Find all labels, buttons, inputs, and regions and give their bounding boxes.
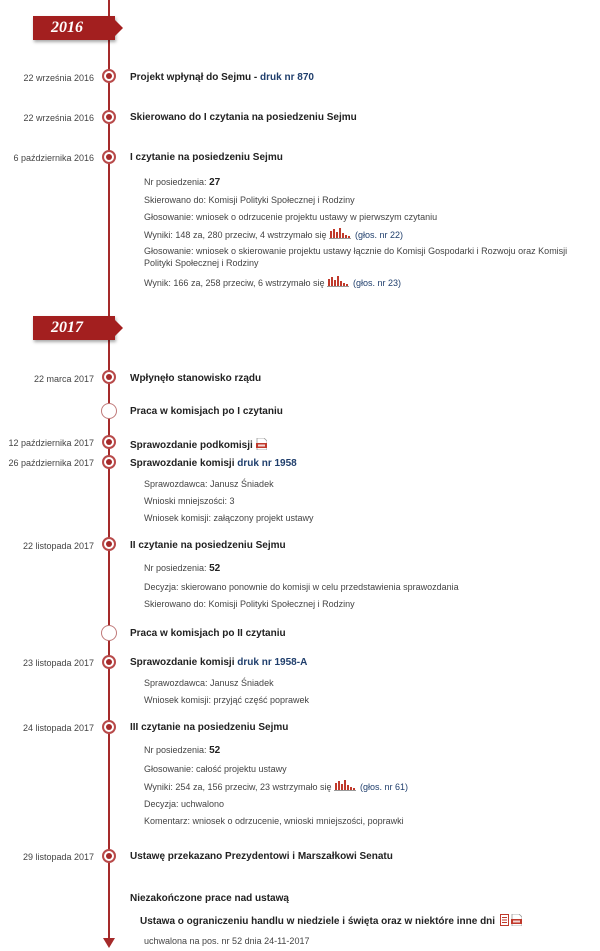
detail-nr-posiedzenia: Nr posiedzenia: 27 — [144, 177, 221, 188]
timeline-marker — [102, 370, 116, 384]
timeline-marker — [102, 435, 116, 449]
timeline-marker — [102, 455, 116, 469]
detail-glosowanie: Głosowanie: całość projektu ustawy — [144, 764, 287, 774]
event-date: 22 listopada 2017 — [22, 541, 94, 551]
timeline-end-arrow — [103, 938, 115, 948]
timeline-marker — [102, 720, 116, 734]
event-date: 22 marca 2017 — [33, 374, 94, 384]
detail-sprawozdawca: Sprawozdawca: Janusz Śniadek — [144, 678, 274, 688]
detail-glosowanie-1: Głosowanie: wniosek o odrzucenie projektu ustawy w pierwszym czytaniu — [144, 212, 438, 222]
bar-chart-icon[interactable] — [334, 780, 356, 792]
event-title-sprawozdanie-komisji: Sprawozdanie komisji druk nr 1958 — [130, 458, 297, 469]
event-date: 12 października 2017 — [8, 438, 94, 448]
event-title-sprawozdanie-podkomisji: Sprawozdanie podkomisji — [130, 438, 267, 451]
year-banner-2017: 2017 — [33, 316, 115, 340]
detail-decyzja: Decyzja: uchwalono — [144, 799, 225, 809]
detail-skierowano: Skierowano do: Komisji Polityki Społecznej i Rodziny — [144, 599, 355, 609]
detail-wnioski-mniejszosci: Wnioski mniejszości: 3 — [144, 496, 235, 506]
pdf-icon[interactable] — [256, 438, 267, 450]
druk-1958-a-link[interactable]: druk nr 1958-A — [237, 657, 308, 668]
timeline-marker — [102, 69, 116, 83]
event-title-przekazano-prezydentowi: Ustawę przekazano Prezydentowi i Marszałkowi Senatu — [130, 851, 393, 862]
event-title-praca-komisje-1: Praca w komisjach po I czytaniu — [130, 406, 283, 417]
bar-chart-icon[interactable] — [327, 276, 349, 288]
event-date: 26 października 2017 — [8, 458, 94, 468]
document-icon[interactable] — [500, 914, 509, 926]
timeline-marker-open — [101, 625, 117, 641]
bar-chart-icon[interactable] — [329, 228, 351, 240]
detail-skierowano: Skierowano do: Komisji Polityki Społecznej i Rodziny — [144, 195, 355, 205]
timeline-marker-open — [101, 403, 117, 419]
detail-glosowanie-2: Głosowanie: wniosek o skierowanie projektu ustawy łącznie do Komisji Gospodarki i Rozwoju oraz Komisji Polityki Społecznej i Rodziny — [144, 246, 568, 268]
druk-1958-link[interactable]: druk nr 1958 — [237, 458, 297, 469]
detail-nr-posiedzenia: Nr posiedzenia: 52 — [144, 745, 221, 756]
timeline-marker — [102, 537, 116, 551]
event-title-ii-czytanie: II czytanie na posiedzeniu Sejmu — [130, 540, 286, 551]
timeline-marker — [102, 150, 116, 164]
timeline-line — [108, 0, 110, 944]
event-title-praca-komisje-2: Praca w komisjach po II czytaniu — [130, 628, 286, 639]
event-title-iii-czytanie: III czytanie na posiedzeniu Sejmu — [130, 722, 289, 733]
pdf-icon[interactable] — [511, 914, 522, 926]
detail-wniosek-komisji: Wniosek komisji: załączony projekt ustawy — [144, 513, 314, 523]
event-title-sprawozdanie-komisji-2: Sprawozdanie komisji druk nr 1958-A — [130, 657, 308, 668]
glosowanie-22-link[interactable]: (głos. nr 22) — [355, 230, 404, 240]
event-date: 24 listopada 2017 — [22, 723, 94, 733]
event-title-skierowano: Skierowano do I czytania na posiedzeniu Sejmu — [130, 112, 357, 123]
event-date: 22 września 2016 — [23, 73, 94, 83]
detail-sprawozdawca: Sprawozdawca: Janusz Śniadek — [144, 479, 274, 489]
event-title-niezakonczone-prace: Niezakończone prace nad ustawą — [130, 893, 289, 904]
event-date: 29 listopada 2017 — [22, 852, 94, 862]
year-banner-2016: 2016 — [33, 16, 115, 40]
timeline-marker — [102, 849, 116, 863]
detail-decyzja: Decyzja: skierowano ponownie do komisji w celu przedstawienia sprawozdania — [144, 582, 459, 592]
detail-wynik-2: Wynik: 166 za, 258 przeciw, 6 wstrzymało się (głos. nr 23) — [144, 278, 402, 288]
glosowanie-61-link[interactable]: (głos. nr 61) — [360, 782, 409, 792]
detail-komentarz: Komentarz: wniosek o odrzucenie, wnioski mniejszości, poprawki — [144, 816, 404, 826]
event-date: 22 września 2016 — [23, 113, 94, 123]
detail-wniosek-komisji: Wniosek komisji: przyjąć część poprawek — [144, 695, 310, 705]
event-title-projekt-wplynal: Projekt wpłynął do Sejmu - druk nr 870 — [130, 72, 314, 83]
glosowanie-23-link[interactable]: (głos. nr 23) — [353, 278, 402, 288]
druk-870-link[interactable]: druk nr 870 — [260, 72, 314, 83]
ustawa-uchwalona: uchwalona na pos. nr 52 dnia 24-11-2017 — [144, 936, 310, 946]
detail-nr-posiedzenia: Nr posiedzenia: 52 — [144, 563, 221, 574]
event-date: 23 listopada 2017 — [22, 658, 94, 668]
detail-wynik-1: Wyniki: 148 za, 280 przeciw, 4 wstrzymało się (głos. nr 22) — [144, 230, 404, 240]
timeline-marker — [102, 655, 116, 669]
timeline-marker — [102, 110, 116, 124]
detail-wynik: Wyniki: 254 za, 156 przeciw, 23 wstrzymało się (głos. nr 61) — [144, 782, 409, 792]
ustawa-title: Ustawa o ograniczeniu handlu w niedziele i święta oraz w niektóre inne dni — [140, 914, 522, 927]
event-title-stanowisko-rzadu: Wpłynęło stanowisko rządu — [130, 373, 262, 384]
event-title-i-czytanie: I czytanie na posiedzeniu Sejmu — [130, 152, 283, 163]
event-date: 6 października 2016 — [13, 153, 94, 163]
